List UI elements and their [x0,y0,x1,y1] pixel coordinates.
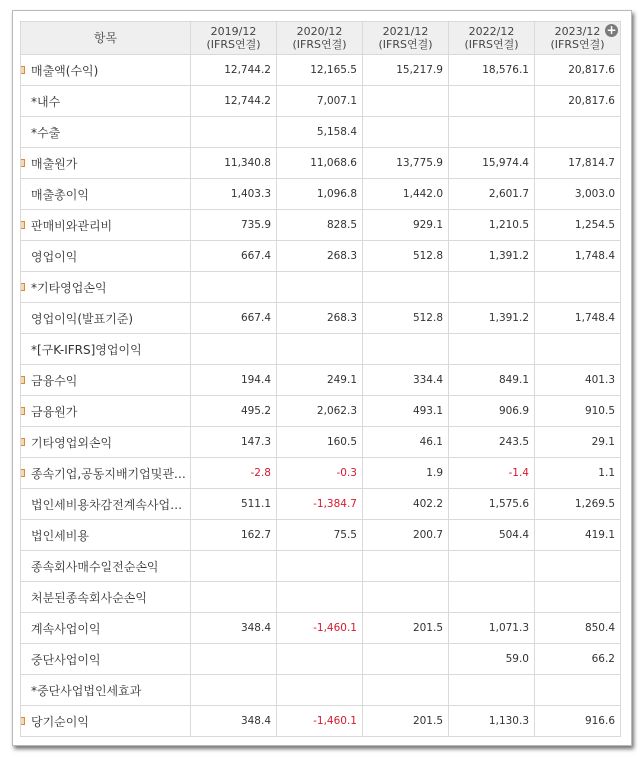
column-basis-label: (IFRS연결) [378,38,433,51]
table-row [21,303,621,334]
row-label-text: *수출 [31,125,61,140]
value-cell: 201.5 [363,613,449,644]
value-cell [535,117,621,148]
value-cell: 667.4 [191,303,277,334]
value-cell [277,272,363,303]
value-cell [191,334,277,365]
income-statement-panel [12,10,632,746]
value-cell [277,675,363,706]
row-label[interactable] [21,365,191,396]
table-row [21,210,621,241]
column-header-item: 항목 [21,22,191,55]
value-cell: 2,601.7 [449,179,535,210]
row-label-text: 계속사업이익 [31,621,101,636]
row-label [21,644,191,675]
row-label-text: 금융원가 [31,404,78,419]
row-label[interactable] [21,706,191,737]
plus-circle-icon[interactable]: + [606,23,617,37]
row-label-text: 판매비와관리비 [31,218,113,233]
value-cell [363,117,449,148]
row-label-text: 기타영업외손익 [31,435,113,450]
value-cell: 828.5 [277,210,363,241]
table-row [21,86,621,117]
row-label [21,520,191,551]
expand-row-icon[interactable] [21,438,26,446]
row-label-text: 법인세비용차감전계속사업… [31,497,183,512]
row-label-text: 법인세비용 [31,528,89,543]
row-label-text: 매출총이익 [31,187,89,202]
value-cell [449,86,535,117]
column-header-year [277,22,363,55]
row-label-text: 영업이익(발표기준) [31,311,134,326]
value-cell: 348.4 [191,706,277,737]
value-cell: -1,460.1 [277,613,363,644]
value-cell: 18,576.1 [449,55,535,86]
expand-row-icon[interactable] [21,221,26,229]
row-label-text: *내수 [31,94,61,109]
value-cell: -2.8 [191,458,277,489]
value-cell: 147.3 [191,427,277,458]
value-cell [191,582,277,613]
row-label [21,86,191,117]
row-label-text: 당기순이익 [31,714,89,729]
value-cell: 1,071.3 [449,613,535,644]
row-label [21,582,191,613]
expand-row-icon[interactable] [21,717,26,725]
expand-row-icon[interactable] [21,469,26,477]
column-header-year [535,22,621,55]
expand-row-icon[interactable] [21,66,26,74]
value-cell: 1,748.4 [535,303,621,334]
value-cell: 249.1 [277,365,363,396]
income-statement-table [20,21,621,737]
value-cell [277,551,363,582]
row-label[interactable] [21,272,191,303]
column-header-year [363,22,449,55]
value-cell: 17,814.7 [535,148,621,179]
value-cell: 512.8 [363,241,449,272]
row-label[interactable] [21,458,191,489]
value-cell [449,551,535,582]
row-label-text: 영업이익 [31,249,78,264]
value-cell: 1,403.3 [191,179,277,210]
value-cell: 194.4 [191,365,277,396]
value-cell: 46.1 [363,427,449,458]
value-cell: 1,575.6 [449,489,535,520]
value-cell [363,551,449,582]
column-basis-label: (IFRS연결) [206,38,261,51]
row-label [21,117,191,148]
column-year-label: 2019/12 [210,25,257,38]
value-cell: 419.1 [535,520,621,551]
table-row [21,241,621,272]
value-cell: 59.0 [449,644,535,675]
table-row [21,272,621,303]
expand-row-icon[interactable] [21,283,26,291]
table-row [21,489,621,520]
column-year-label: 2023/12 [554,25,601,38]
value-cell: 268.3 [277,303,363,334]
table-row [21,644,621,675]
value-cell: 15,217.9 [363,55,449,86]
value-cell: 15,974.4 [449,148,535,179]
column-basis-label: (IFRS연결) [292,38,347,51]
value-cell [191,117,277,148]
value-cell [363,675,449,706]
value-cell: 929.1 [363,210,449,241]
row-label-text: *[구K-IFRS]영업이익 [31,342,142,357]
value-cell: 162.7 [191,520,277,551]
value-cell: 906.9 [449,396,535,427]
value-cell: 1,210.5 [449,210,535,241]
value-cell: 160.5 [277,427,363,458]
value-cell: 2,062.3 [277,396,363,427]
row-label [21,613,191,644]
value-cell: 1,748.4 [535,241,621,272]
table-row [21,520,621,551]
value-cell [449,334,535,365]
value-cell [191,272,277,303]
row-label-text: 매출액(수익) [31,63,99,78]
value-cell: -0.3 [277,458,363,489]
value-cell: 7,007.1 [277,86,363,117]
row-label [21,334,191,365]
value-cell: 495.2 [191,396,277,427]
row-label[interactable] [21,55,191,86]
value-cell: -1,460.1 [277,706,363,737]
row-label-text: 매출원가 [31,156,78,171]
column-year-label: 2021/12 [382,25,429,38]
value-cell: 12,165.5 [277,55,363,86]
value-cell [363,86,449,117]
column-header-year [449,22,535,55]
value-cell: 916.6 [535,706,621,737]
value-cell: 13,775.9 [363,148,449,179]
table-row [21,117,621,148]
value-cell: 1,130.3 [449,706,535,737]
row-label [21,303,191,334]
value-cell: -1,384.7 [277,489,363,520]
value-cell: 5,158.4 [277,117,363,148]
value-cell: 504.4 [449,520,535,551]
value-cell: 20,817.6 [535,86,621,117]
expand-row-icon[interactable] [21,407,26,415]
row-label [21,241,191,272]
column-year-label: 2022/12 [468,25,515,38]
value-cell: 849.1 [449,365,535,396]
table-row [21,551,621,582]
value-cell [363,334,449,365]
value-cell: 1,096.8 [277,179,363,210]
table-row [21,458,621,489]
row-label [21,551,191,582]
row-label-text: *중단사업법인세효과 [31,683,142,698]
value-cell: 1,254.5 [535,210,621,241]
value-cell: 402.2 [363,489,449,520]
value-cell: 850.4 [535,613,621,644]
row-label-text: 처분된종속회사순손익 [31,590,147,605]
row-label [21,179,191,210]
value-cell [449,675,535,706]
value-cell: -1.4 [449,458,535,489]
value-cell: 512.8 [363,303,449,334]
value-cell [191,675,277,706]
row-label[interactable] [21,148,191,179]
value-cell: 29.1 [535,427,621,458]
table-row [21,675,621,706]
value-cell: 243.5 [449,427,535,458]
row-label [21,675,191,706]
value-cell [191,644,277,675]
value-cell [535,582,621,613]
value-cell [535,551,621,582]
value-cell: 1,442.0 [363,179,449,210]
value-cell [449,272,535,303]
table-row [21,148,621,179]
value-cell: 735.9 [191,210,277,241]
value-cell: 1.9 [363,458,449,489]
row-label [21,489,191,520]
table-row [21,706,621,737]
table-row [21,365,621,396]
table-row [21,396,621,427]
column-year-label: 2020/12 [296,25,343,38]
value-cell: 11,340.8 [191,148,277,179]
value-cell [363,272,449,303]
row-label[interactable] [21,210,191,241]
table-row [21,427,621,458]
value-cell: 20,817.6 [535,55,621,86]
value-cell: 910.5 [535,396,621,427]
value-cell: 3,003.0 [535,179,621,210]
value-cell: 75.5 [277,520,363,551]
column-header-year [191,22,277,55]
value-cell: 493.1 [363,396,449,427]
value-cell: 667.4 [191,241,277,272]
value-cell: 66.2 [535,644,621,675]
column-basis-label: (IFRS연결) [550,38,605,51]
value-cell: 12,744.2 [191,55,277,86]
table-header-row [21,22,621,55]
value-cell [535,675,621,706]
value-cell [363,582,449,613]
value-cell: 1,391.2 [449,303,535,334]
expand-row-icon[interactable] [21,159,26,167]
value-cell: 1,269.5 [535,489,621,520]
value-cell: 268.3 [277,241,363,272]
value-cell: 200.7 [363,520,449,551]
table-row [21,179,621,210]
value-cell: 201.5 [363,706,449,737]
expand-row-icon[interactable] [21,376,26,384]
row-label-text: 중단사업이익 [31,652,101,667]
row-label-text: 금융수익 [31,373,78,388]
value-cell [449,117,535,148]
value-cell [449,582,535,613]
table-row [21,334,621,365]
value-cell: 334.4 [363,365,449,396]
table-row [21,582,621,613]
value-cell: 348.4 [191,613,277,644]
column-basis-label: (IFRS연결) [464,38,519,51]
value-cell [191,551,277,582]
value-cell: 12,744.2 [191,86,277,117]
value-cell [535,272,621,303]
row-label-text: *기타영업손익 [31,280,107,295]
value-cell: 511.1 [191,489,277,520]
value-cell [363,644,449,675]
table-row [21,613,621,644]
table-row [21,55,621,86]
value-cell: 11,068.6 [277,148,363,179]
value-cell: 1.1 [535,458,621,489]
value-cell: 1,391.2 [449,241,535,272]
value-cell [535,334,621,365]
value-cell: 401.3 [535,365,621,396]
value-cell [277,582,363,613]
value-cell [277,644,363,675]
row-label-text: 종속기업,공동지배기업및관… [31,466,186,481]
row-label[interactable] [21,396,191,427]
row-label-text: 종속회사매수일전순손익 [31,559,159,574]
row-label[interactable] [21,427,191,458]
value-cell [277,334,363,365]
